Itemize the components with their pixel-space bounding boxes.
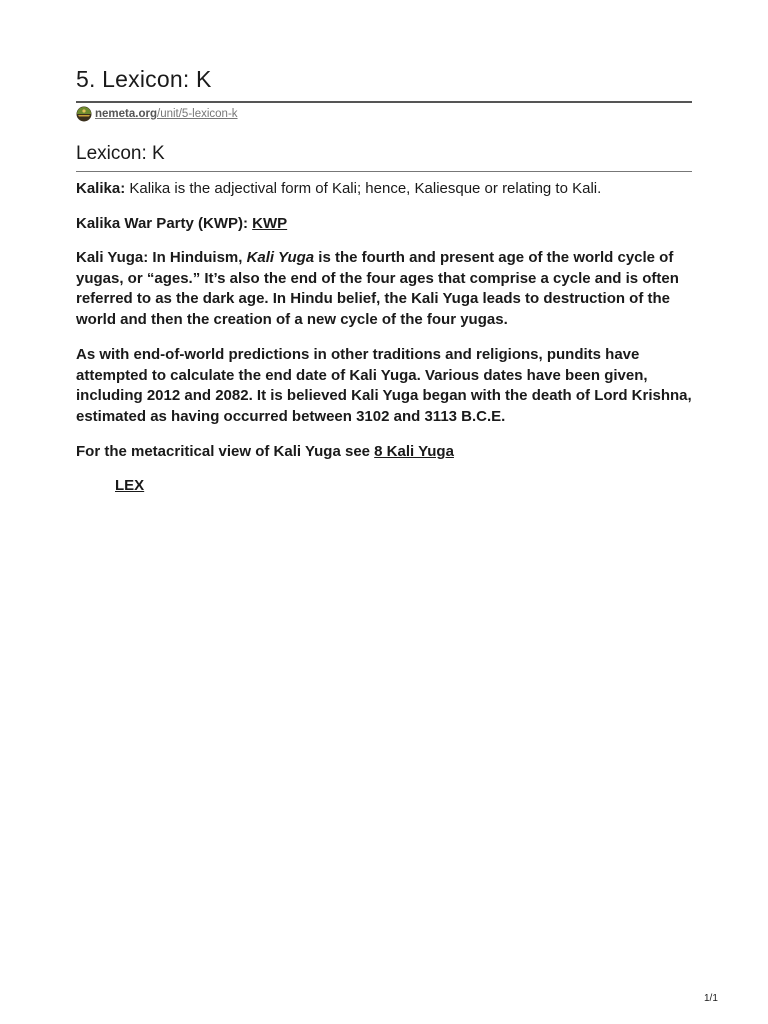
entry-kali-yuga xyxy=(76,248,692,330)
source-link[interactable] xyxy=(95,108,238,120)
section-divider xyxy=(76,171,692,172)
entry-definition: is the fourth and present age of the world cycle of yugas, or “ages.” It’s also the end of the four ages that comprise a cycle and is often referred to as the dark age. In Hindu belief, the Kali Yuga leads to destruction of the world and then the creation of a new cycle of the four yugas. xyxy=(76,249,679,328)
entry-lead: Kali Yuga: In Hinduism, xyxy=(76,249,247,266)
entry-definition: Kalika is the adjectival form of Kali; hence, Kaliesque or relating to Kali. xyxy=(125,180,602,197)
lex-paragraph xyxy=(115,476,415,497)
source-line xyxy=(76,106,238,122)
page-number: 1/1 xyxy=(704,993,718,1004)
predictions-paragraph: As with end-of-world predictions in other traditions and religions, pundits have attempted to calculate the end date of Kali Yuga. Various dates have been given, including 2012 and 2082. It is believed Kali Yuga began with the death of Lord Krishna, estimated as having occurred between 3102 and 3113 B.C.E. xyxy=(76,346,692,425)
title-divider xyxy=(76,101,692,103)
entry-kalika-war-party xyxy=(76,214,692,235)
entry-term: Kalika War Party (KWP): xyxy=(76,215,253,232)
kwp-link[interactable]: KWP xyxy=(252,215,288,232)
metacritical-paragraph xyxy=(76,442,692,463)
page-title: 5. Lexicon: K xyxy=(76,66,212,92)
source-path: /unit/5-lexicon-k xyxy=(157,108,238,120)
site-favicon-icon xyxy=(76,106,92,122)
kali-yuga-link[interactable]: 8 Kali Yuga xyxy=(374,443,454,460)
metacritical-text: For the metacritical view of Kali Yuga see xyxy=(76,443,375,460)
lex-link[interactable]: LEX xyxy=(115,477,145,494)
entry-italic-term: Kali Yuga xyxy=(246,249,315,266)
section-title: Lexicon: K xyxy=(76,143,165,164)
entry-kalika xyxy=(76,179,692,200)
source-domain: nemeta.org xyxy=(95,108,157,120)
entry-term: Kalika: xyxy=(76,180,126,197)
